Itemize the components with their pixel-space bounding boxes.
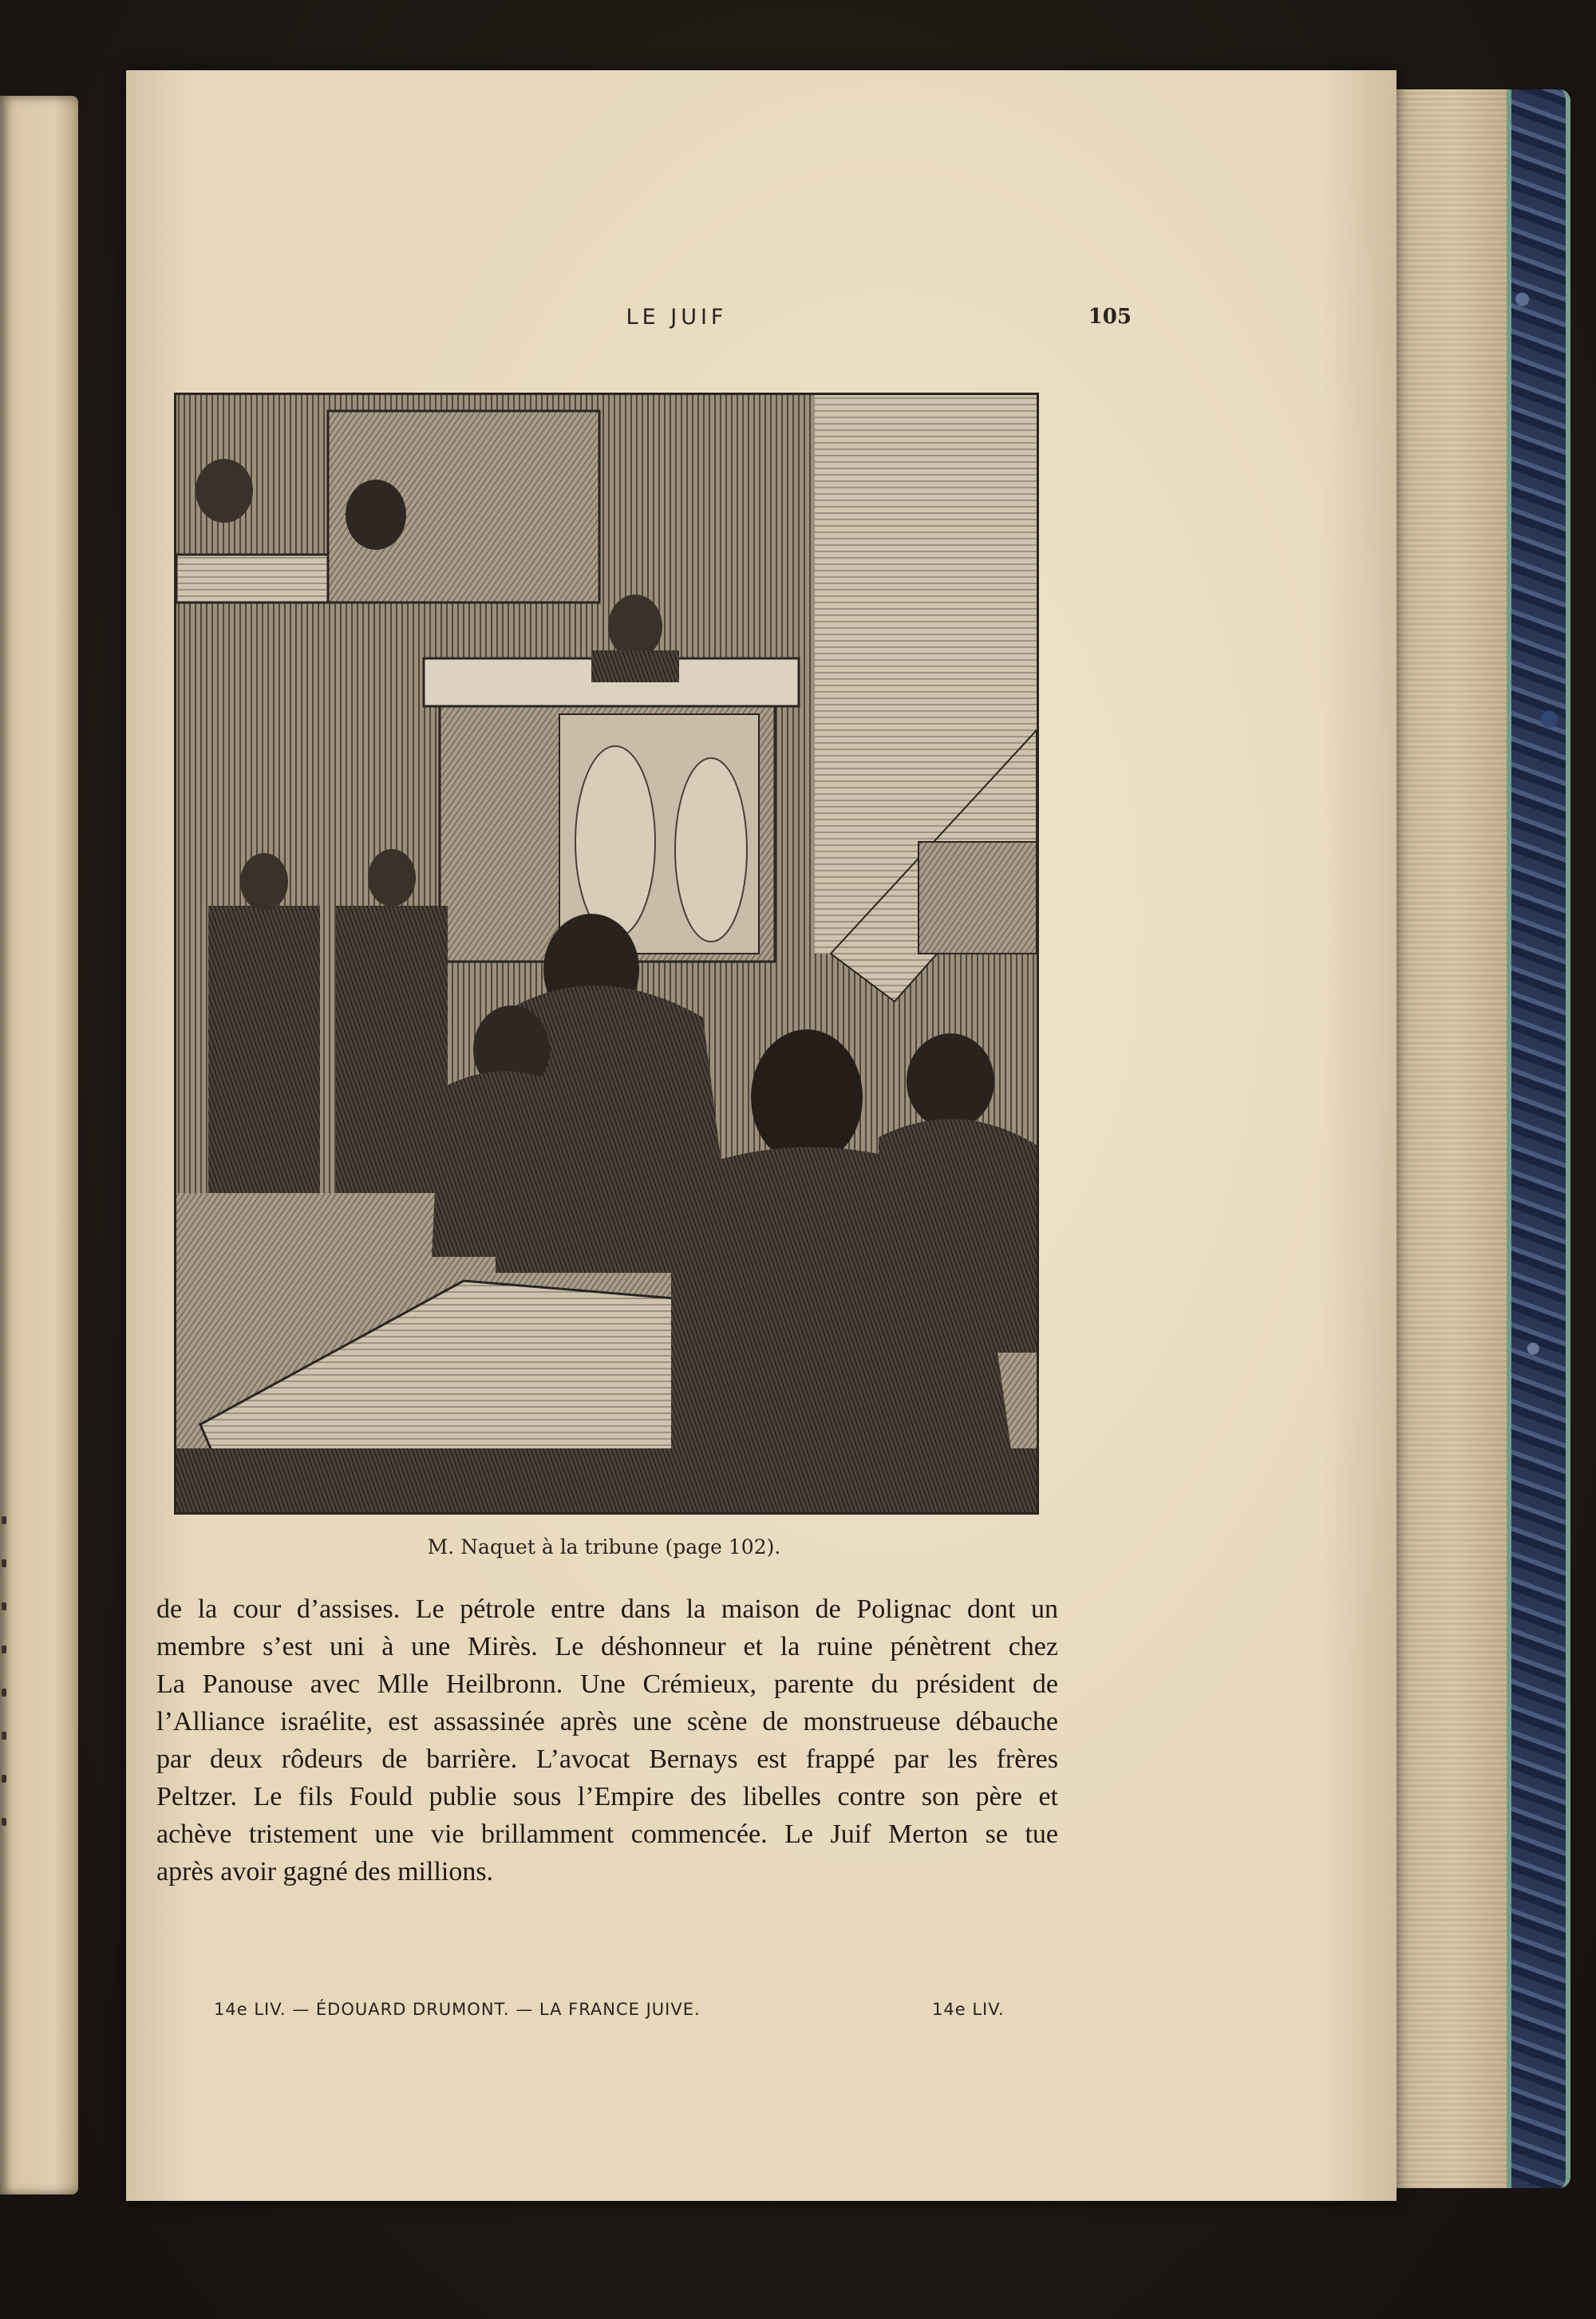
engraving-illustration: [174, 393, 1039, 1515]
body-line: de la cour d’assises. Le pétrole entre dans la maison de Polignac dont un: [156, 1594, 1058, 1624]
left-page-text-fragments: [0, 1516, 24, 1861]
body-line: membre s’est uni à une Mirès. Le déshonneur et la ruine pénètrent chez: [156, 1632, 1058, 1661]
left-page-edge: [0, 96, 78, 2195]
footer-right: 14e LIV.: [932, 2000, 1005, 2019]
illustration-caption: M. Naquet à la tribune (page 102).: [427, 1535, 781, 1559]
running-title: LE JUIF: [626, 305, 728, 330]
body-paragraph: [156, 1590, 1058, 1890]
page-number: 105: [1088, 305, 1132, 329]
footer-left: 14e LIV. — ÉDOUARD DRUMONT. — LA FRANCE JUIVE.: [214, 2000, 701, 2019]
body-line: La Panouse avec Mlle Heilbronn. Une Crémieux, parente du président de: [156, 1669, 1058, 1699]
body-line: par deux rôdeurs de barrière. L’avocat Bernays est frappé par les frères: [156, 1744, 1058, 1774]
body-line: l’Alliance israélite, est assassinée après une scène de monstrueuse débauche: [156, 1707, 1058, 1736]
body-line: après avoir gagné des millions.: [156, 1857, 494, 1886]
book-page: [126, 70, 1396, 2201]
body-line: Peltzer. Le fils Fould publie sous l’Empire des libelles contre son père et: [156, 1782, 1058, 1811]
marbled-cover: [1507, 89, 1570, 2188]
body-line: achève tristement une vie brillamment commencée. Le Juif Merton se tue: [156, 1819, 1058, 1849]
